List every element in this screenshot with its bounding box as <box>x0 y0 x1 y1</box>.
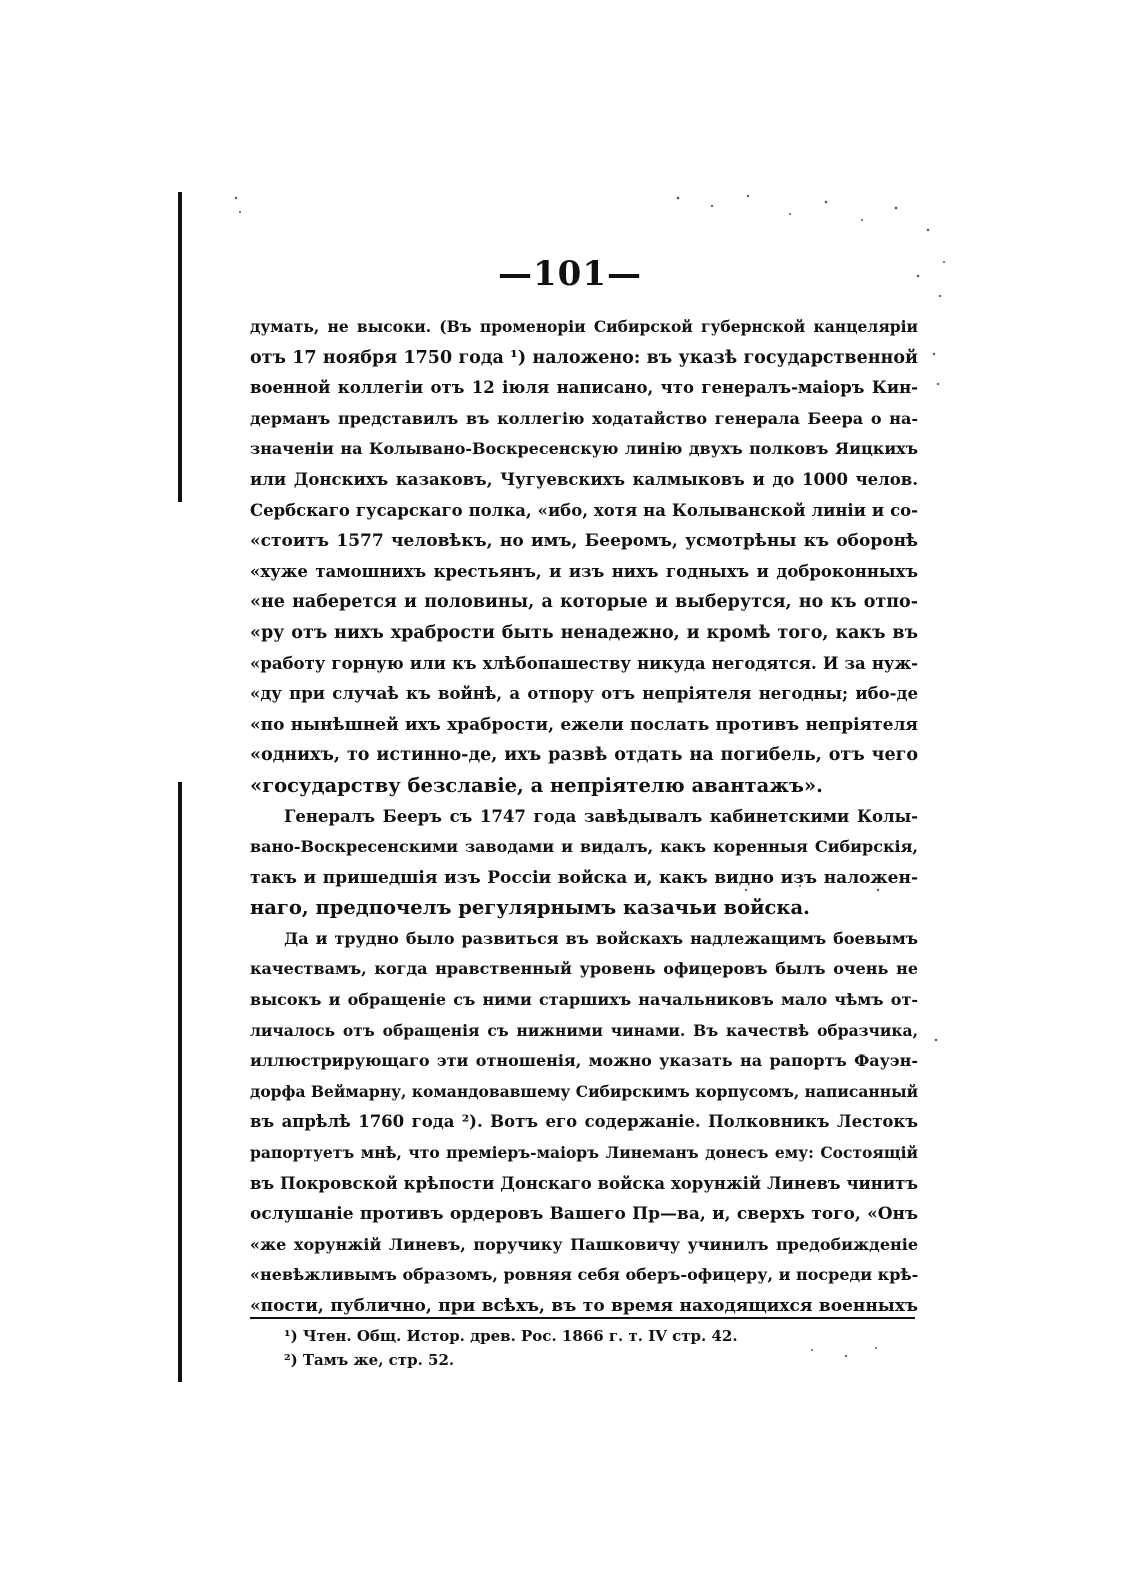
text-line: «однихъ, то истинно-де, ихъ развѣ отдать на погибель, отъ чего <box>250 745 918 766</box>
text-line: думать, не высоки. (Въ променоріи Сибирской губернской канцеляріи <box>250 317 918 336</box>
text-line: военной коллегіи отъ 12 іюля написано, что генералъ-маіоръ Кин- <box>250 378 918 398</box>
text-line: высокъ и обращеніе съ ними старшихъ начальниковъ мало чѣмъ от- <box>250 990 918 1010</box>
page-number: —101— <box>498 254 642 294</box>
text-line: въ апрѣлѣ 1760 года ²). Вотъ его содержаніе. Полковникъ Лестокъ <box>250 1112 918 1132</box>
text-line: «государству безславіе, а непріятелю авантажъ». <box>250 773 823 797</box>
text-line: Сербскаго гусарскаго полка, «ибо, хотя на Колыванской линіи и со- <box>250 500 918 520</box>
body-text <box>250 312 918 1322</box>
footnote-2: ²) Тамъ же, стр. 52. <box>284 1351 455 1369</box>
text-line: «по нынѣшней ихъ храбрости, ежели послать противъ непріятеля <box>250 714 918 735</box>
text-line: или Донскихъ казаковъ, Чугуевскихъ калмыковъ и до 1000 челов. <box>250 469 918 489</box>
text-line: «пости, публично, при всѣхъ, въ то время находящихся военныхъ <box>250 1296 918 1316</box>
text-line: наго, предпочелъ регулярнымъ казачьи войска. <box>250 896 810 920</box>
text-line: «ду при случаѣ къ войнѣ, а отпору отъ непріятеля негодны; ибо-де <box>250 684 918 704</box>
text-line: ослушаніе противъ ордеровъ Вашего Пр—ва, и, сверхъ того, «Онъ <box>250 1204 918 1225</box>
text-line: «же хорунжій Линевъ, поручику Пашковичу учинилъ предобижденіе <box>250 1234 918 1254</box>
text-line: «ру отъ нихъ храбрости быть ненадежно, и кромѣ того, какъ въ <box>250 622 918 643</box>
text-line: рапортуетъ мнѣ, что преміеръ-маіоръ Линеманъ донесъ ему: Состоящій <box>250 1143 918 1163</box>
text-line: иллюстрирующаго эти отношенія, можно указать на рапортъ Фауэн- <box>250 1051 918 1071</box>
text-line: такъ и пришедшія изъ Россіи войска и, какъ видно изъ наложен- <box>250 867 918 888</box>
text-line: значеніи на Колывано-Воскресенскую линію двухъ полковъ Яицкихъ <box>250 439 918 459</box>
text-line: въ Покровской крѣпости Донскаго войска хорунжій Линевъ чинитъ <box>250 1173 918 1193</box>
text-line: «работу горную или къ хлѣбопашеству никуда негодятся. И за нуж- <box>250 653 918 673</box>
text-line: «не наберется и половины, а которые и выберутся, но къ отпо- <box>250 592 918 613</box>
text-line: «невѣжливымъ образомъ, ровняя себя оберъ-офицеру, и посреди крѣ- <box>250 1265 918 1285</box>
footnote-divider <box>250 1317 915 1319</box>
text-line: отъ 17 ноября 1750 года ¹) наложено: въ указѣ государственной <box>250 347 918 368</box>
text-line: качествамъ, когда нравственный уровень офицеровъ былъ очень не <box>250 959 918 979</box>
footnotes <box>284 1324 738 1372</box>
text-line: Да и трудно было развиться въ войскахъ надлежащимъ боевымъ <box>284 928 918 948</box>
footnote-1: ¹) Чтен. Общ. Истор. древ. Рос. 1866 г. т. IV стр. 42. <box>284 1327 738 1345</box>
text-line: Генералъ Бееръ съ 1747 года завѣдывалъ кабинетскими Колы- <box>284 806 918 826</box>
text-line: дорфа Веймарну, командовавшему Сибирскимъ корпусомъ, написанный <box>250 1081 918 1101</box>
text-line: вано-Воскресенскими заводами и видалъ, какъ коренныя Сибирскія, <box>250 837 918 857</box>
text-line: «хуже тамошнихъ крестьянъ, и изъ нихъ годныхъ и доброконныхъ <box>250 561 918 581</box>
text-line: дерманъ представилъ въ коллегію ходатайство генерала Беера о на- <box>250 408 918 428</box>
text-line: личалось отъ обращенія съ нижними чинами. Въ качествѣ образчика, <box>250 1020 918 1040</box>
text-line: «стоитъ 1577 человѣкъ, но имъ, Бееромъ, усмотрѣны къ оборонѣ <box>250 531 918 552</box>
